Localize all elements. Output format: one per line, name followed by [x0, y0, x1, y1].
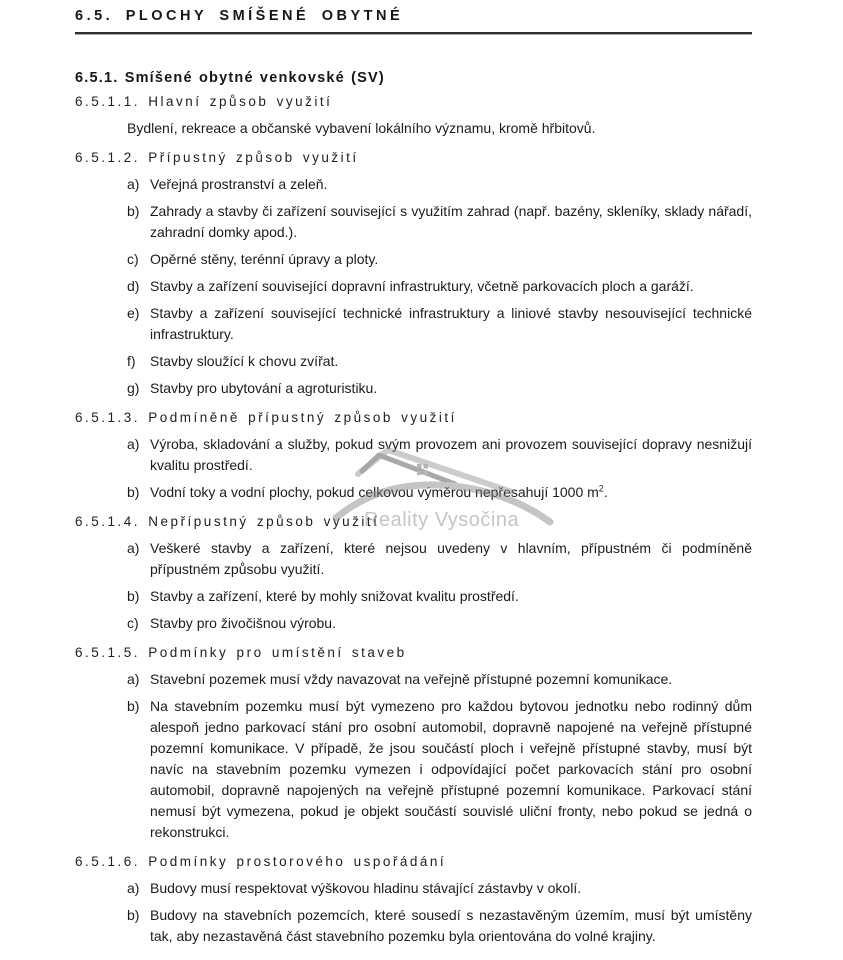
item-label: a) — [127, 671, 140, 687]
list-item — [127, 249, 752, 270]
item-text: Stavby sloužící k chovu zvířat. — [150, 353, 339, 369]
list-item — [127, 351, 752, 372]
item-text: Budovy musí respektovat výškovou hladinu stávající zástavby v okolí. — [150, 880, 582, 896]
item-text: Veškeré stavby a zařízení, které nejsou uvedeny v hlavním, přípustném či podmíněně přípustném způsobu využití. — [150, 540, 752, 577]
subsection-heading: 6.5.1.1. Hlavní způsob využití — [75, 94, 333, 109]
item-label: b) — [127, 698, 140, 714]
item-body — [150, 303, 752, 345]
item-text: Budovy na stavebních pozemcích, které sousedí s nezastavěným územím, musí být umístěny tak, aby nezastavěná část stavebního pozemku byla orientována do volné krajiny. — [150, 907, 752, 944]
item-text: Veřejná prostranství a zeleň. — [150, 176, 328, 192]
item-label: a) — [127, 176, 140, 192]
item-text-tail: . — [603, 484, 608, 500]
item-body — [150, 878, 752, 899]
section-heading: 6.5.1. Smíšené obytné venkovské (SV) — [75, 70, 385, 86]
item-body — [150, 482, 752, 503]
item-text: Zahrady a stavby či zařízení související s využitím zahrad (např. bazény, skleníky, sklady nářadí, zahradní domky apod.). — [150, 203, 752, 240]
item-text: Opěrné stěny, terénní úpravy a ploty. — [150, 251, 379, 267]
subsection-heading: 6.5.1.6. Podmínky prostorového uspořádání — [75, 854, 447, 869]
item-text: Stavební pozemek musí vždy navazovat na veřejně přístupné pozemní komunikace. — [150, 671, 673, 687]
item-body — [150, 378, 752, 399]
item-label: b) — [127, 588, 140, 604]
subsection-heading: 6.5.1.5. Podmínky pro umístění staveb — [75, 645, 407, 660]
list-item — [127, 613, 752, 634]
item-body — [150, 249, 752, 270]
list-item — [127, 434, 752, 476]
item-label: b) — [127, 484, 140, 500]
subsections — [75, 91, 752, 947]
item-label: f) — [127, 353, 136, 369]
item-body — [150, 351, 752, 372]
item-label: d) — [127, 278, 140, 294]
item-label: a) — [127, 540, 140, 556]
item-label: c) — [127, 251, 139, 267]
item-label: b) — [127, 203, 140, 219]
item-body — [150, 586, 752, 607]
item-label: g) — [127, 380, 140, 396]
list-item — [127, 174, 752, 195]
item-text: Výroba, skladování a služby, pokud svým provozem ani provozem související dopravy nesnižují kvalitu prostředí. — [150, 436, 752, 473]
list-item — [127, 482, 752, 503]
watermark-text: Reality Vysočina — [364, 509, 520, 531]
item-label: a) — [127, 880, 140, 896]
item-body — [150, 276, 752, 297]
item-text: Stavby pro živočišnou výrobu. — [150, 615, 336, 631]
item-text: Vodní toky a vodní plochy, pokud celkovou výměrou nepřesahují 1000 m — [150, 484, 599, 500]
item-text: Stavby a zařízení související technické infrastruktury a liniové stavby nesouvisející technické infrastruktury. — [150, 305, 752, 342]
item-body — [150, 669, 752, 690]
list-item — [127, 538, 752, 580]
list-item — [127, 378, 752, 399]
item-body — [150, 174, 752, 195]
list-item — [127, 303, 752, 345]
item-text: Stavby a zařízení související dopravní infrastruktury, včetně parkovacích ploch a garáží. — [150, 278, 694, 294]
item-body — [150, 538, 752, 580]
item-text: Na stavebním pozemku musí být vymezeno pro každou bytovou jednotku nebo rodinný dům alespoň jedno parkovací stání pro osobní automobil, dopravně napojené na veřejně přístupné pozemní komunikace. V případě, že jsou součástí ploch i veřejně přístupné stavby, musí být navíc na stavebním pozemku vymezen i odpovídající počet parkovacích stání pro osobní automobil, dopravně napojených na veřejně přístupné pozemní komunikace. Parkovací stání nemusí být vymezena, pokud je objekt součástí souvislé uliční fronty, nebo pokud se jedná o rekonstrukci. — [150, 698, 752, 840]
subsection-heading: 6.5.1.4. Nepřípustný způsob využití — [75, 514, 380, 529]
page-title: 6.5. PLOCHY SMÍŠENÉ OBYTNÉ — [75, 6, 752, 34]
list-item — [127, 696, 752, 843]
superscript: 2 — [598, 483, 604, 494]
paragraph: Bydlení, rekreace a občanské vybavení lokálního významu, kromě hřbitovů. — [127, 120, 596, 136]
item-text: Stavby a zařízení, které by mohly snižovat kvalitu prostředí. — [150, 588, 519, 604]
subsection-heading: 6.5.1.3. Podmíněně přípustný způsob využití — [75, 410, 457, 425]
item-body — [150, 613, 752, 634]
item-body — [150, 434, 752, 476]
item-label: e) — [127, 305, 140, 321]
list-item — [127, 276, 752, 297]
subsection-heading: 6.5.1.2. Přípustný způsob využití — [75, 150, 359, 165]
list-item — [127, 878, 752, 899]
item-text: Stavby pro ubytování a agroturistiku. — [150, 380, 378, 396]
list-item — [127, 201, 752, 243]
list-item — [127, 905, 752, 947]
item-label: c) — [127, 615, 139, 631]
item-body — [150, 696, 752, 843]
item-label: b) — [127, 907, 140, 923]
item-body — [150, 905, 752, 947]
list-item — [127, 586, 752, 607]
item-label: a) — [127, 436, 140, 452]
item-body — [150, 201, 752, 243]
list-item — [127, 669, 752, 690]
